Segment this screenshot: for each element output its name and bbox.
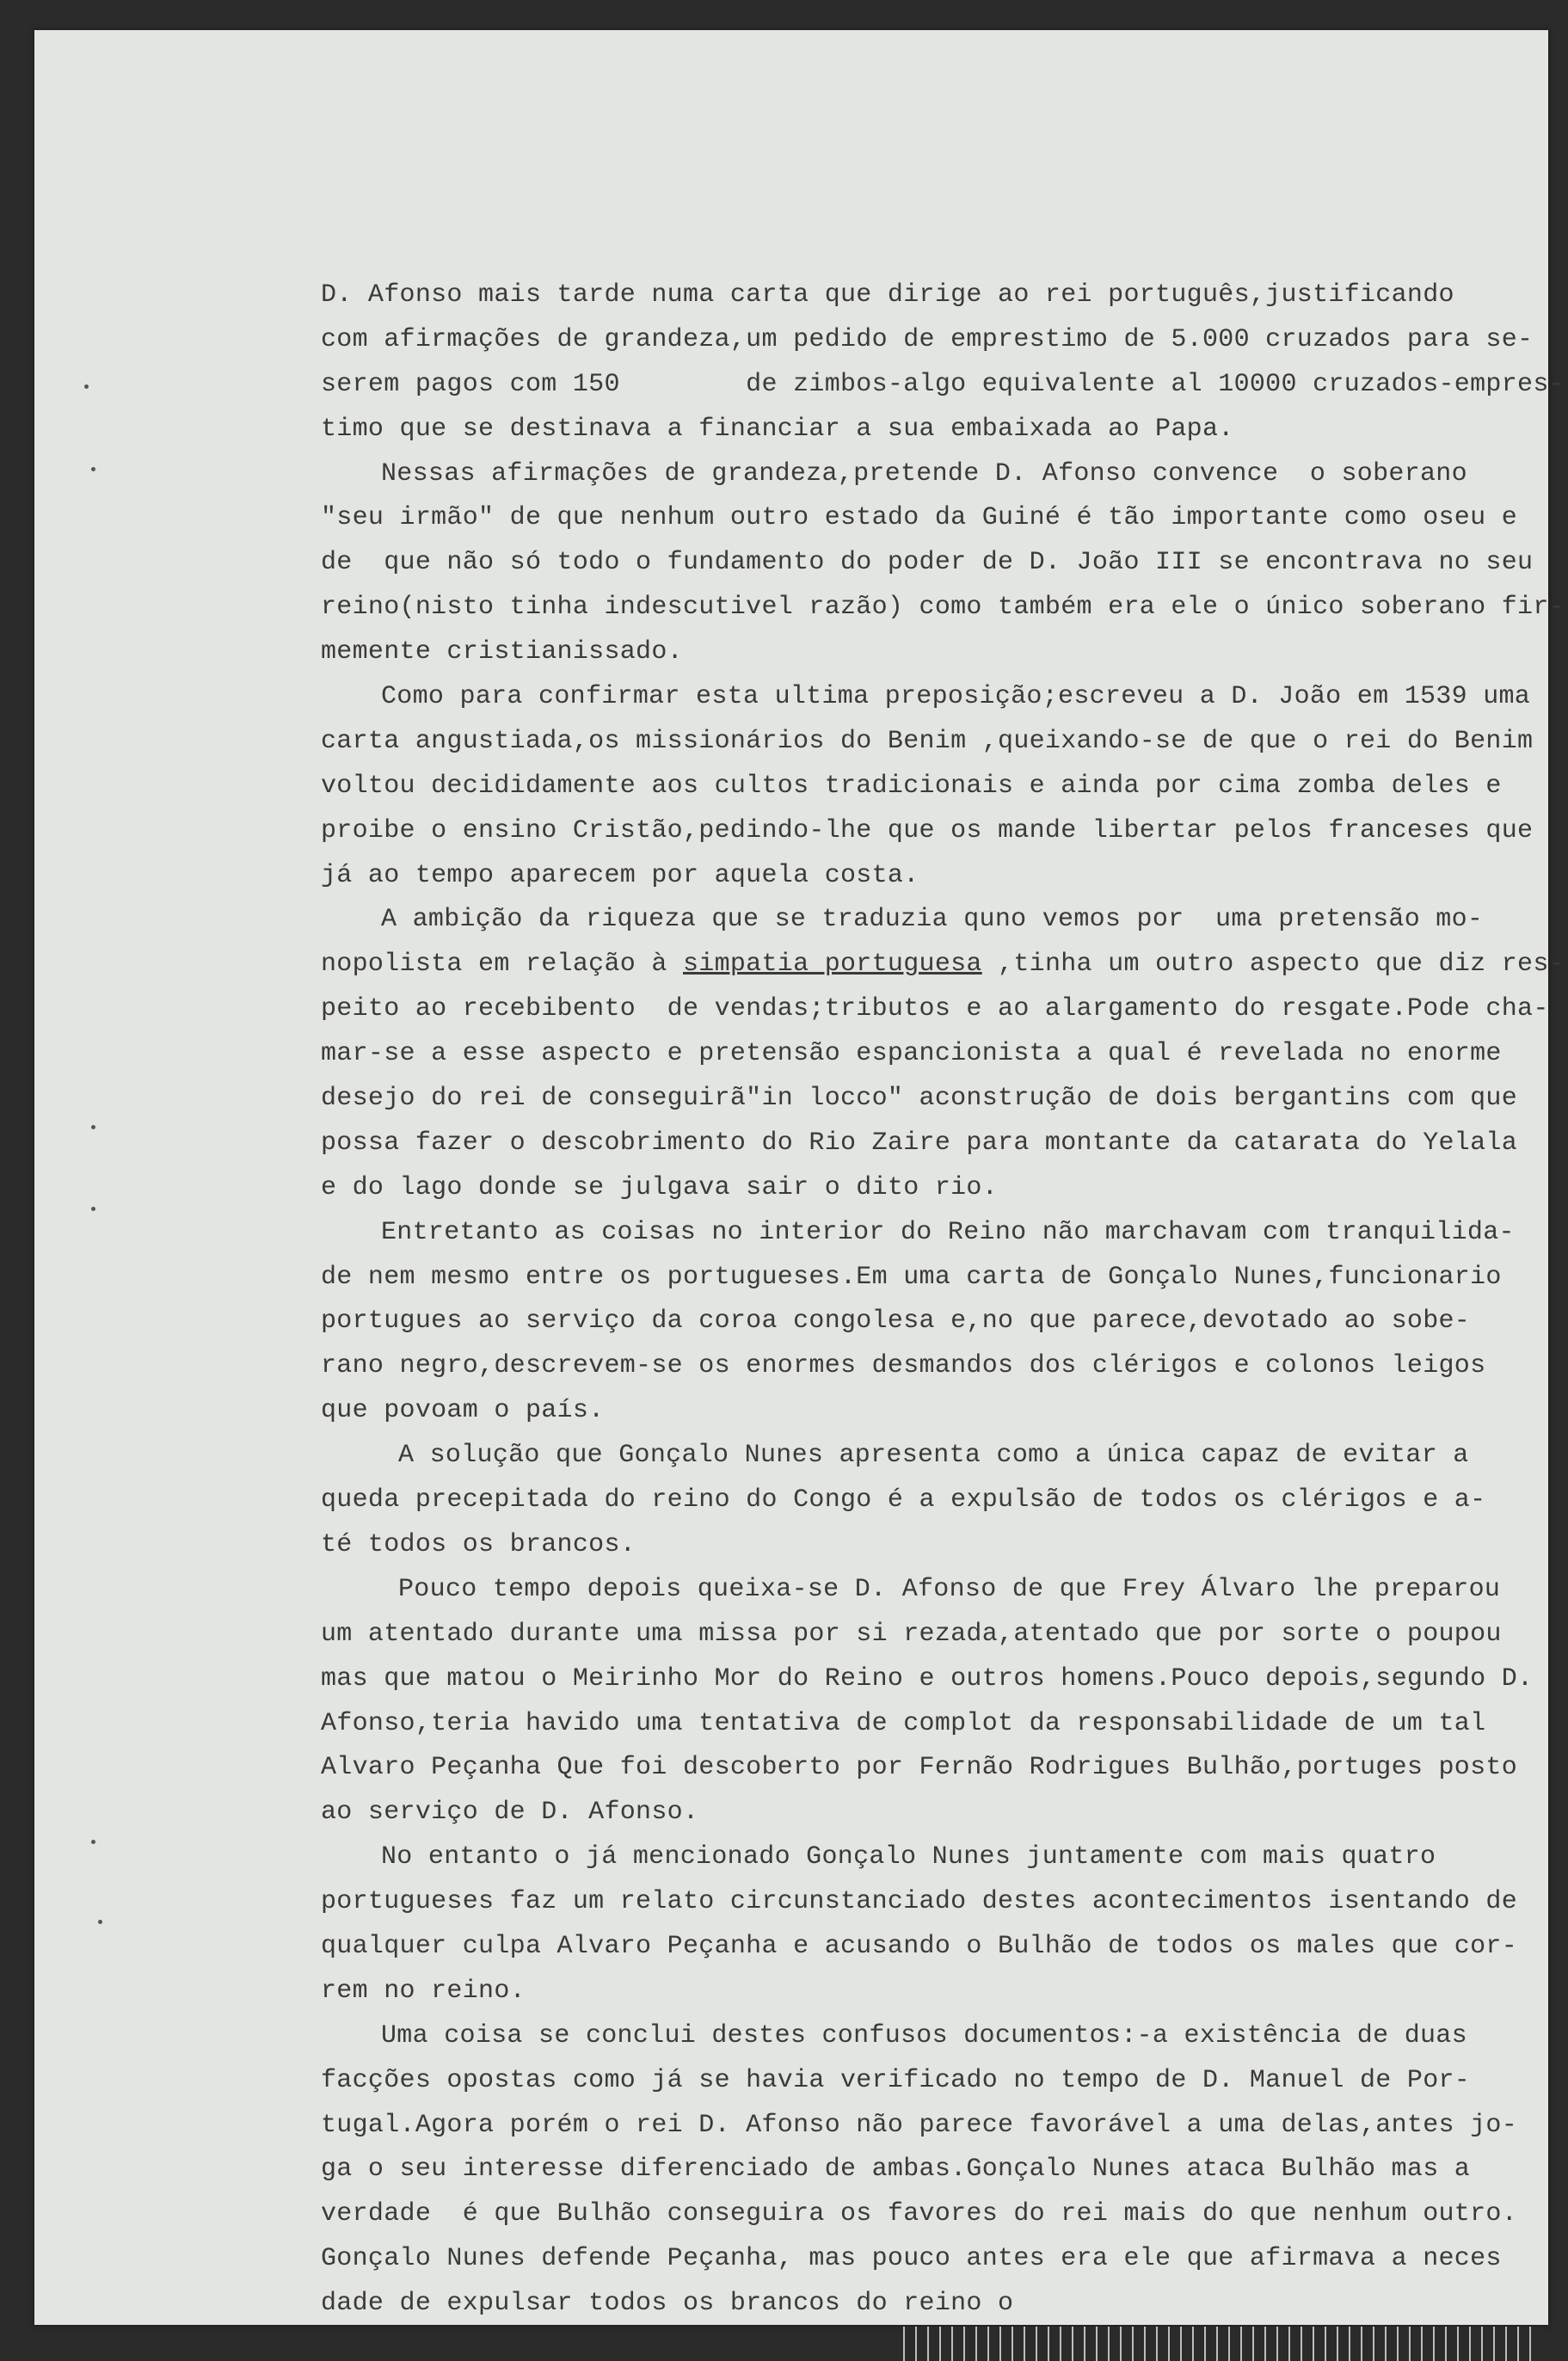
scale-ruler: [903, 2327, 1540, 2361]
text-line: A solução que Gonçalo Nunes apresenta como a única capaz de evitar a: [398, 1441, 1469, 1471]
text-line: possa fazer o descobrimento do Rio Zaire para montante da catarata do Yelala: [321, 1128, 1518, 1158]
text-line: rano negro,descrevem-se os enormes desmandos dos clérigos e colonos leigos: [321, 1351, 1486, 1381]
text-body: [321, 274, 1565, 2327]
text-line: dade de expulsar todos os brancos do reino o: [321, 2289, 1014, 2319]
text-line: desejo do rei de conseguirã"in locco" aconstrução de dois bergantins com que: [321, 1084, 1518, 1114]
text-line: de nem mesmo entre os portugueses.Em uma carta de Gonçalo Nunes,funcionario: [321, 1262, 1502, 1292]
text-line: memente cristianissado.: [321, 637, 683, 667]
margin-mark: [91, 1207, 95, 1211]
typewritten-page: [34, 30, 1565, 2325]
text-line: e do lago donde se julgava sair o dito rio.: [321, 1172, 999, 1202]
text-line: mar-se a esse aspecto e pretensão espancionista a qual é revelada no enorme: [321, 1039, 1502, 1069]
text-line: tugal.Agora porém o rei D. Afonso não parece favorável a uma delas,antes jo-: [321, 2110, 1518, 2140]
text-line: D. Afonso mais tarde numa carta que dirige ao rei português,justificando: [321, 280, 1454, 310]
text-line: peito ao recebibento de vendas;tributos e ao alargamento do resgate.Pode cha-: [321, 994, 1549, 1024]
underlined-phrase: simpatia portuguesa: [682, 950, 982, 980]
margin-mark: [91, 1125, 95, 1129]
text-line: com afirmações de grandeza,um pedido de emprestimo de 5.000 cruzados para se-: [321, 324, 1534, 354]
text-line: ao serviço de D. Afonso.: [321, 1798, 699, 1828]
text-line: portugues ao serviço da coroa congolesa e,no que parece,devotado ao sobe-: [321, 1307, 1471, 1337]
text-line: qualquer culpa Alvaro Peçanha e acusando o Bulhão de todos os males que cor-: [321, 1931, 1518, 1961]
text-line-with-underline: nopolista em relação à simpatia portuguesa ,tinha um outro aspecto que diz res-: [321, 950, 1565, 980]
text-line: té todos os brancos.: [321, 1529, 636, 1559]
text-line: ga o seu interesse diferenciado de ambas.Gonçalo Nunes ataca Bulhão mas a: [321, 2155, 1471, 2185]
text-line: verdade é que Bulhão conseguira os favores do rei mais do que nenhum outro.: [321, 2199, 1518, 2229]
text-line: Alvaro Peçanha Que foi descoberto por Fernão Rodrigues Bulhão,portuges posto: [321, 1753, 1518, 1783]
text-line: portugueses faz um relato circunstanciado destes acontecimentos isentando de: [321, 1887, 1518, 1917]
margin-mark: [91, 1840, 95, 1844]
text-line: facções opostas como já se havia verificado no tempo de D. Manuel de Por-: [321, 2065, 1471, 2095]
text-line: Afonso,teria havido uma tentativa de complot da responsabilidade de um tal: [321, 1708, 1486, 1738]
text-line: Como para confirmar esta ultima preposição;escreveu a D. João em 1539 uma: [381, 682, 1531, 712]
text-line: carta angustiada,os missionários do Benim ,queixando-se de que o rei do Benim: [321, 726, 1534, 756]
text-line: rem no reino.: [321, 1976, 526, 2006]
text-line: Gonçalo Nunes defende Peçanha, mas pouco antes era ele que afirmava a neces: [321, 2244, 1502, 2274]
text-line: já ao tempo aparecem por aquela costa.: [321, 860, 919, 890]
text-line: um atentado durante uma missa por si rezada,atentado que por sorte o poupou: [321, 1619, 1502, 1649]
margin-mark: [98, 1920, 102, 1924]
text-line: de que não só todo o fundamento do poder de D. João III se encontrava no seu: [321, 548, 1534, 578]
text-line: proibe o ensino Cristão,pedindo-lhe que os mande libertar pelos franceses que: [321, 815, 1534, 845]
text-line: mas que matou o Meirinho Mor do Reino e outros homens.Pouco depois,segundo D.: [321, 1663, 1534, 1694]
text-line: "seu irmão" de que nenhum outro estado da Guiné é tão importante como oseu e: [321, 503, 1518, 533]
text-line: Nessas afirmações de grandeza,pretende D. Afonso convence o soberano: [381, 458, 1467, 489]
text-line: Entretanto as coisas no interior do Reino não marchavam com tranquilida-: [381, 1217, 1515, 1247]
text-line: que povoam o país.: [321, 1396, 605, 1426]
text-line: A ambição da riqueza que se traduzia quno vemos por uma pretensão mo-: [381, 905, 1484, 935]
text-line: Uma coisa se conclui destes confusos documentos:-a existência de duas: [381, 2020, 1467, 2051]
text-line: reino(nisto tinha indescutivel razão) como também era ele o único soberano fir-: [321, 593, 1565, 623]
text-line: timo que se destinava a financiar a sua embaixada ao Papa.: [321, 414, 1234, 444]
text-line: queda precepitada do reino do Congo é a expulsão de todos os clérigos e a-: [321, 1485, 1486, 1516]
margin-mark: [84, 384, 89, 389]
text-line: serem pagos com 150 de zimbos-algo equivalente al 10000 cruzados-empres-: [321, 369, 1565, 399]
text-line: No entanto o já mencionado Gonçalo Nunes juntamente com mais quatro: [381, 1842, 1436, 1872]
text-line: voltou decididamente aos cultos tradicionais e ainda por cima zomba deles e: [321, 771, 1502, 801]
margin-mark: [91, 467, 95, 471]
text-line: Pouco tempo depois queixa-se D. Afonso de que Frey Álvaro lhe preparou: [398, 1574, 1501, 1604]
